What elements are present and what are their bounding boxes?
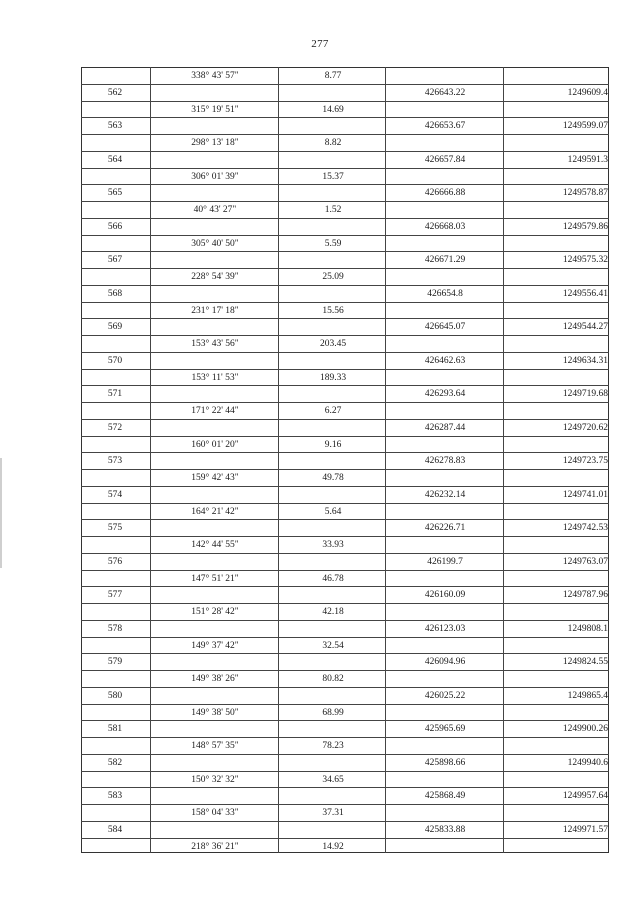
row-divider xyxy=(81,218,609,219)
row-divider xyxy=(81,134,609,135)
scan-edge-mark xyxy=(0,458,2,568)
bearing-cell: 153° 11' 53" xyxy=(191,372,239,383)
distance-cell: 203.45 xyxy=(319,339,347,349)
y-coordinate-cell: 1249808.1 xyxy=(567,623,608,634)
bearing-cell: 298° 13' 18" xyxy=(191,138,239,148)
row-divider xyxy=(81,469,609,470)
row-divider xyxy=(81,201,609,202)
row-divider xyxy=(81,385,609,386)
row-divider xyxy=(81,151,609,152)
y-coordinate-cell: 1249957.64 xyxy=(562,791,608,802)
point-number-cell: 572 xyxy=(107,422,123,433)
bearing-cell: 149° 38' 26" xyxy=(191,674,239,684)
point-number-cell: 562 xyxy=(107,87,123,98)
row-divider xyxy=(81,603,609,604)
distance-cell: 80.82 xyxy=(322,674,344,684)
row-divider xyxy=(81,285,609,286)
x-coordinate-cell: 426278.83 xyxy=(424,456,466,467)
x-coordinate-cell: 426654.8 xyxy=(427,288,463,299)
row-divider xyxy=(81,302,609,303)
row-divider xyxy=(81,620,609,621)
x-coordinate-cell: 426123.03 xyxy=(424,623,466,634)
bearing-cell: 315° 19' 51" xyxy=(191,104,239,115)
bearing-cell: 149° 38' 50" xyxy=(191,707,239,718)
point-number-cell: 565 xyxy=(107,188,123,199)
row-divider xyxy=(81,452,609,453)
point-number-cell: 578 xyxy=(107,623,123,634)
point-number-cell: 573 xyxy=(107,456,123,467)
y-coordinate-cell: 1249575.32 xyxy=(562,255,608,266)
y-coordinate-cell: 1249900.26 xyxy=(562,724,608,735)
row-divider xyxy=(81,318,609,319)
bearing-cell: 158° 04' 33" xyxy=(191,808,239,818)
row-divider xyxy=(81,168,609,169)
distance-cell: 8.77 xyxy=(324,71,342,81)
row-divider xyxy=(81,117,609,118)
row-divider xyxy=(81,771,609,772)
row-divider xyxy=(81,637,609,638)
row-divider xyxy=(81,436,609,437)
point-number-cell: 577 xyxy=(107,590,123,601)
bearing-cell: 160° 01' 20" xyxy=(191,439,239,450)
distance-cell: 1.52 xyxy=(324,205,342,215)
y-coordinate-cell: 1249940.6 xyxy=(567,757,608,768)
bearing-cell: 151° 28' 42" xyxy=(191,607,239,617)
distance-cell: 15.37 xyxy=(322,171,344,182)
x-coordinate-cell: 426287.44 xyxy=(424,422,466,433)
point-number-cell: 568 xyxy=(107,288,123,299)
row-divider xyxy=(81,720,609,721)
x-coordinate-cell: 426462.63 xyxy=(424,355,466,366)
bearing-cell: 147° 51' 21" xyxy=(191,573,239,584)
bearing-cell: 164° 21' 42" xyxy=(191,506,239,517)
distance-cell: 8.82 xyxy=(324,138,342,148)
bearing-cell: 218° 36' 21" xyxy=(191,841,239,852)
x-coordinate-cell: 426232.14 xyxy=(424,489,466,500)
bearing-cell: 306° 01' 39" xyxy=(191,171,239,182)
row-divider xyxy=(81,804,609,805)
distance-cell: 33.93 xyxy=(322,540,344,550)
y-coordinate-cell: 1249720.62 xyxy=(562,422,608,433)
y-coordinate-cell: 1249741.01 xyxy=(562,489,608,500)
y-coordinate-cell: 1249579.86 xyxy=(562,221,608,232)
point-number-cell: 579 xyxy=(107,657,123,668)
x-coordinate-cell: 425965.69 xyxy=(424,724,466,735)
x-coordinate-cell: 426671.29 xyxy=(424,255,466,266)
bearing-cell: 228° 54' 39" xyxy=(191,272,239,282)
point-number-cell: 583 xyxy=(107,791,123,802)
point-number-cell: 570 xyxy=(107,355,123,366)
x-coordinate-cell: 426226.71 xyxy=(424,523,466,534)
point-number-cell: 571 xyxy=(107,389,123,400)
distance-cell: 5.64 xyxy=(324,506,342,517)
bearing-cell: 171° 22' 44" xyxy=(191,406,239,416)
row-divider xyxy=(81,184,609,185)
x-coordinate-cell: 426160.09 xyxy=(424,590,466,601)
row-divider xyxy=(81,268,609,269)
distance-cell: 14.69 xyxy=(322,104,344,115)
y-coordinate-cell: 1249578.87 xyxy=(562,188,608,199)
row-divider xyxy=(81,704,609,705)
row-divider xyxy=(81,670,609,671)
y-coordinate-cell: 1249556.41 xyxy=(562,288,608,299)
distance-cell: 49.78 xyxy=(322,473,344,483)
x-coordinate-cell: 426643.22 xyxy=(424,87,466,98)
distance-cell: 46.78 xyxy=(322,573,344,584)
distance-cell: 9.16 xyxy=(324,439,342,450)
bearing-cell: 142° 44' 55" xyxy=(191,540,239,550)
row-divider xyxy=(81,235,609,236)
row-divider xyxy=(81,335,609,336)
bearing-cell: 231° 17' 18" xyxy=(191,305,239,316)
distance-cell: 78.23 xyxy=(322,741,344,751)
row-divider xyxy=(81,586,609,587)
point-number-cell: 581 xyxy=(107,724,123,735)
row-divider xyxy=(81,486,609,487)
row-divider xyxy=(81,402,609,403)
x-coordinate-cell: 426199.7 xyxy=(427,556,463,567)
distance-cell: 34.65 xyxy=(322,774,344,785)
row-divider xyxy=(81,84,609,85)
point-number-cell: 574 xyxy=(107,489,123,500)
row-divider xyxy=(81,352,609,353)
point-number-cell: 580 xyxy=(107,690,123,701)
y-coordinate-cell: 1249591.3 xyxy=(567,154,608,165)
row-divider xyxy=(81,553,609,554)
point-number-cell: 584 xyxy=(107,824,123,835)
y-coordinate-cell: 1249599.07 xyxy=(562,121,608,132)
distance-cell: 5.59 xyxy=(324,238,342,249)
point-number-cell: 563 xyxy=(107,121,123,132)
distance-cell: 25.09 xyxy=(322,272,344,282)
distance-cell: 14.92 xyxy=(322,841,344,852)
y-coordinate-cell: 1249634.31 xyxy=(562,355,608,366)
row-divider xyxy=(81,101,609,102)
distance-cell: 189.33 xyxy=(319,372,347,383)
distance-cell: 6.27 xyxy=(324,406,342,416)
page-number: 277 xyxy=(311,38,329,50)
row-divider xyxy=(81,369,609,370)
point-number-cell: 564 xyxy=(107,154,123,165)
y-coordinate-cell: 1249787.96 xyxy=(562,590,608,601)
x-coordinate-cell: 426668.03 xyxy=(424,221,466,232)
point-number-cell: 567 xyxy=(107,255,123,266)
row-divider xyxy=(81,754,609,755)
point-number-cell: 576 xyxy=(107,556,123,567)
row-divider xyxy=(81,536,609,537)
row-divider xyxy=(81,787,609,788)
x-coordinate-cell: 426645.07 xyxy=(424,322,466,333)
row-divider xyxy=(81,519,609,520)
point-number-cell: 566 xyxy=(107,221,123,232)
y-coordinate-cell: 1249971.57 xyxy=(562,824,608,835)
y-coordinate-cell: 1249742.53 xyxy=(562,523,608,534)
y-coordinate-cell: 1249865.4 xyxy=(567,690,608,701)
point-number-cell: 575 xyxy=(107,523,123,534)
y-coordinate-cell: 1249609.4 xyxy=(567,87,608,98)
distance-cell: 37.31 xyxy=(322,808,344,818)
bearing-cell: 150° 32' 32" xyxy=(191,774,239,785)
x-coordinate-cell: 426025.22 xyxy=(424,690,466,701)
bearing-cell: 148° 57' 35" xyxy=(191,741,239,751)
x-coordinate-cell: 426653.67 xyxy=(424,121,466,132)
x-coordinate-cell: 425868.49 xyxy=(424,791,466,802)
y-coordinate-cell: 1249763.07 xyxy=(562,556,608,567)
y-coordinate-cell: 1249824.55 xyxy=(562,657,608,668)
x-coordinate-cell: 425898.66 xyxy=(424,757,466,768)
row-divider xyxy=(81,821,609,822)
row-divider xyxy=(81,570,609,571)
row-divider xyxy=(81,503,609,504)
distance-cell: 15.56 xyxy=(322,305,344,316)
row-divider xyxy=(81,419,609,420)
y-coordinate-cell: 1249544.27 xyxy=(562,322,608,333)
x-coordinate-cell: 426094.96 xyxy=(424,657,466,668)
point-number-cell: 582 xyxy=(107,757,123,768)
bearing-cell: 149° 37' 42" xyxy=(191,640,239,651)
distance-cell: 32.54 xyxy=(322,640,344,651)
bearing-cell: 159° 42' 43" xyxy=(191,473,239,483)
bearing-cell: 153° 43' 56" xyxy=(191,339,239,349)
x-coordinate-cell: 425833.88 xyxy=(424,824,466,835)
y-coordinate-cell: 1249719.68 xyxy=(562,389,608,400)
point-number-cell: 569 xyxy=(107,322,123,333)
bearing-cell: 40° 43' 27" xyxy=(193,205,237,215)
y-coordinate-cell: 1249723.75 xyxy=(562,456,608,467)
row-divider xyxy=(81,653,609,654)
row-divider xyxy=(81,838,609,839)
x-coordinate-cell: 426666.88 xyxy=(424,188,466,199)
bearing-cell: 305° 40' 50" xyxy=(191,238,239,249)
row-divider xyxy=(81,251,609,252)
distance-cell: 68.99 xyxy=(322,707,344,718)
row-divider xyxy=(81,687,609,688)
distance-cell: 42.18 xyxy=(322,607,344,617)
row-divider xyxy=(81,737,609,738)
x-coordinate-cell: 426293.64 xyxy=(424,389,466,400)
x-coordinate-cell: 426657.84 xyxy=(424,154,466,165)
bearing-cell: 338° 43' 57" xyxy=(191,71,239,81)
